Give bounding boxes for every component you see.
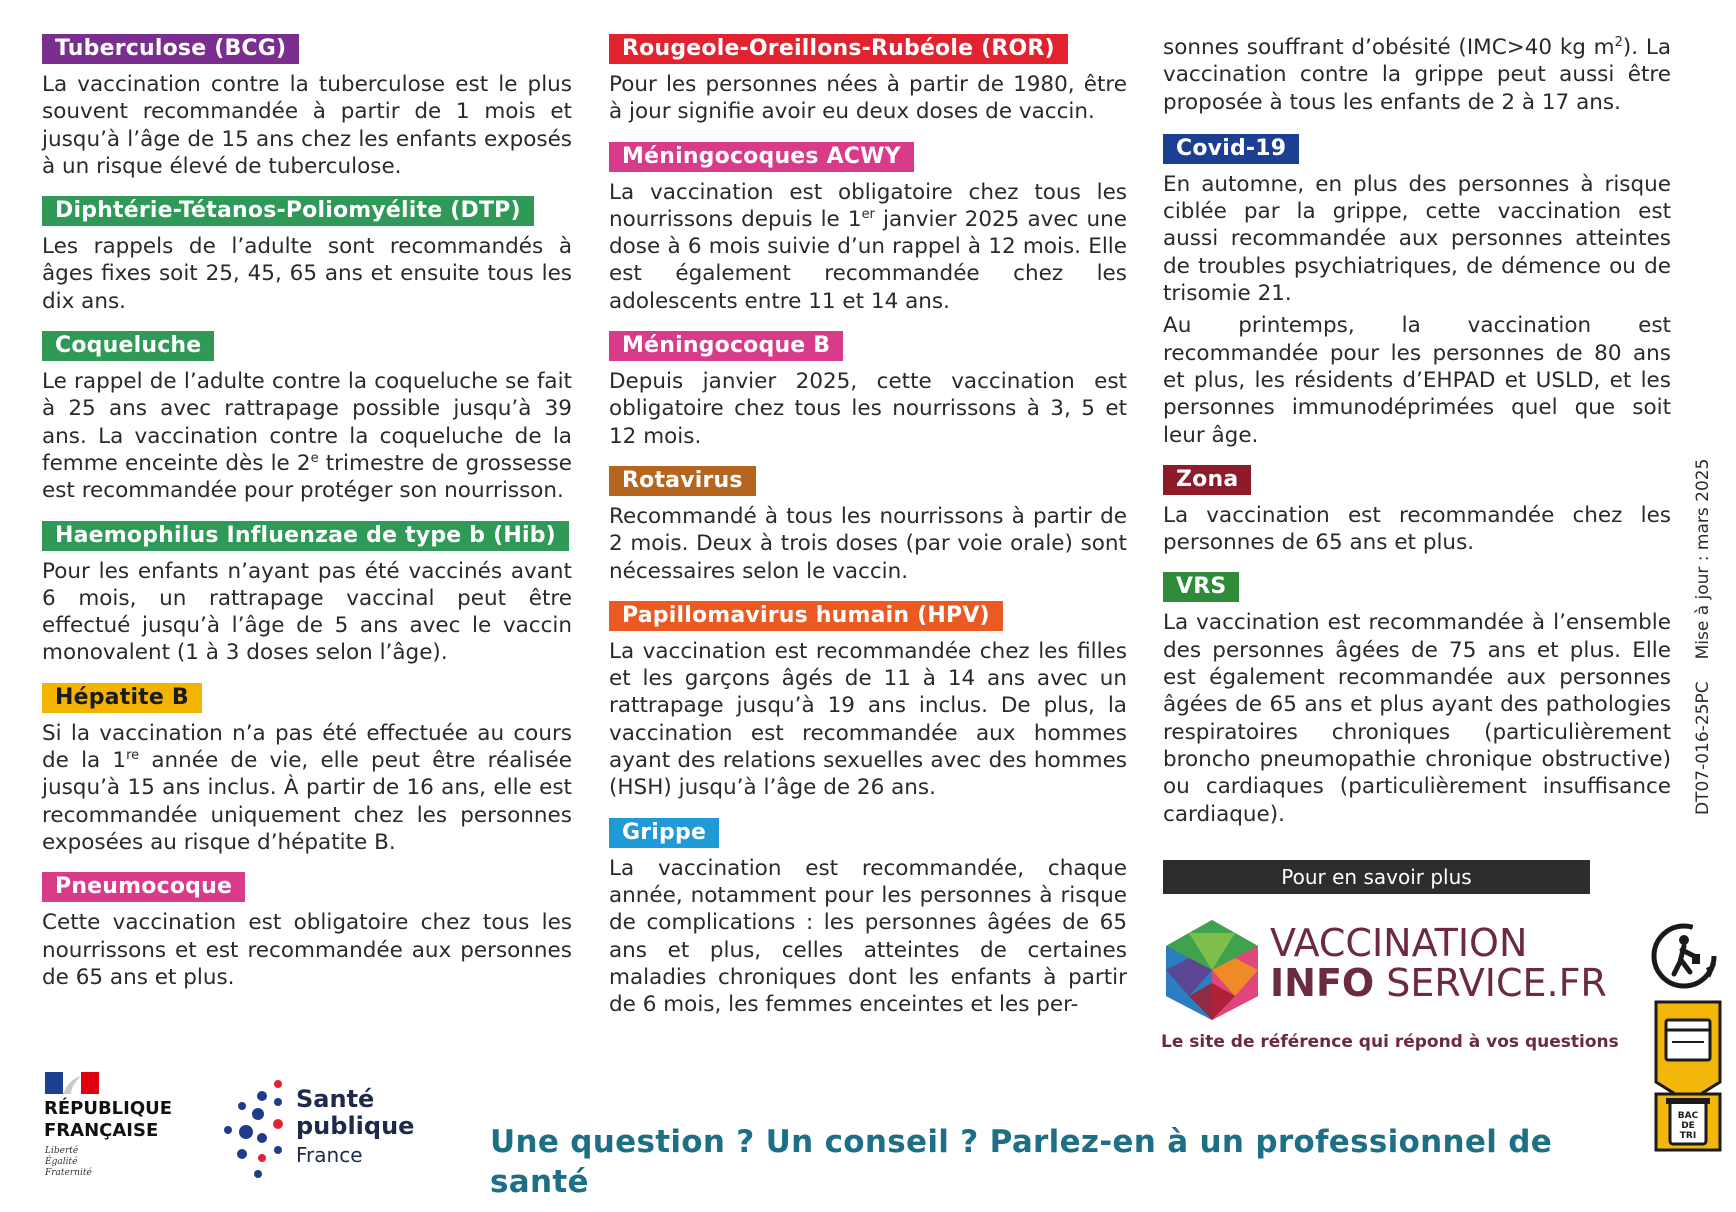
section-title-hib: Haemophilus Influenzae de type b (Hib)	[42, 521, 569, 551]
site-name-rest: SERVICE.FR	[1374, 961, 1607, 1005]
section-body-pneumocoque: Cette vaccination est obligatoire chez tous les nourrissons et est recommandée aux personnes de 65 ans et plus.	[42, 910, 572, 990]
sorting-bin-icon	[1652, 998, 1724, 1154]
section-title-zona: Zona	[1163, 465, 1251, 495]
column-2	[609, 34, 1127, 1034]
section-grippe	[609, 818, 1127, 1019]
site-name-line-1: VACCINATION	[1270, 921, 1528, 965]
update-date: Mise à jour : mars 2025	[1693, 458, 1713, 660]
superscript: er	[861, 206, 875, 222]
site-tagline: Le site de référence qui répond à vos questions	[1161, 1032, 1619, 1052]
section-pneumocoque	[42, 872, 572, 991]
document-reference: DT07-016-25PC	[1693, 681, 1713, 815]
sante-publique-france-dots-icon	[222, 1080, 302, 1178]
superscript: e	[310, 450, 319, 466]
site-name-line-2	[1270, 962, 1607, 1004]
section-dtp	[42, 196, 572, 315]
section-body-grippe: La vaccination est recommandée, chaque année, notamment pour les personnes à risque de complications : les personnes âgées de 65 ans et plus, celles atteintes de certaines maladies chroniques dont les enfants à partir de 6 mois, les femmes enceintes et les per-	[609, 855, 1127, 1018]
section-title-hepatite-b: Hépatite B	[42, 683, 202, 713]
section-title-coqueluche: Coqueluche	[42, 331, 214, 361]
spf-line-3: France	[296, 1143, 363, 1167]
section-meningocoques-acwy	[609, 142, 1127, 315]
text-run: sonnes souffrant d’obésité (IMC>40 kg m	[1163, 35, 1615, 60]
column-3	[1163, 34, 1671, 844]
side-reference-text	[1690, 415, 1716, 815]
section-body-covid-19-spring: Au printemps, la vaccination est recommandée pour les personnes de 80 ans et plus, les résidents d’EHPAD et USLD, et les personnes immunodéprimées quel que soit leur âge.	[1163, 313, 1671, 448]
section-body-hib: Pour les enfants n’ayant pas été vaccinés avant 6 mois, un rattrapage vaccinal peut être effectué jusqu’à l’âge de 5 ans avec le vaccin monovalent (1 à 3 doses selon l’âge).	[42, 558, 572, 666]
section-body-meningocoque-b: Depuis janvier 2025, cette vaccination est obligatoire chez tous les nourrissons à 3, 5 et 12 mois.	[609, 369, 1127, 449]
section-body-coqueluche	[42, 368, 572, 504]
section-title-dtp: Diphtérie-Tétanos-Poliomyélite (DTP)	[42, 196, 534, 226]
section-meningocoque-b	[609, 331, 1127, 450]
section-hpv	[609, 601, 1127, 802]
column-1	[42, 34, 572, 1007]
section-vrs	[1163, 572, 1671, 827]
text-run: Le rappel de l’adulte contre la coqueluche se fait à 25 ans avec rattrapage possible jusqu’à 39 ans. La vaccination contre la coqueluche de la femme enceinte dès le 2	[42, 369, 572, 476]
section-body-hepatite-b	[42, 720, 572, 856]
section-title-meningocoque-b: Méningocoque B	[609, 331, 843, 361]
section-title-meningocoques-acwy: Méningocoques ACWY	[609, 142, 914, 172]
spf-line-1: Santé	[296, 1085, 375, 1113]
section-title-covid-19: Covid-19	[1163, 134, 1299, 164]
marianne-flag-icon	[45, 1072, 99, 1094]
section-covid-19	[1163, 134, 1671, 449]
section-body-hpv: La vaccination est recommandée chez les filles et les garçons âgés de 11 à 14 ans avec un rattrapage jusqu’à 19 ans inclus. De plus, la vaccination est recommandée aux hommes ayant des relations sexuelles avec des hommes (HSH) jusqu’à l’âge de 26 ans.	[609, 638, 1127, 801]
section-body-rotavirus: Recommandé à tous les nourrissons à partir de 2 mois. Deux à trois doses (par voie orale) sont nécessaires selon le vaccin.	[609, 503, 1127, 584]
text-run: Si la vaccination n’a pas été effectuée au cours de la 1	[42, 720, 572, 774]
section-title-pneumocoque: Pneumocoque	[42, 872, 245, 902]
republique-line-2: FRANÇAISE	[44, 1120, 159, 1141]
section-body-tuberculose: La vaccination contre la tuberculose est le plus souvent recommandée à partir de 1 mois et jusqu’à l’âge de 15 ans chez les enfants exposés à un risque élevé de tuberculose.	[42, 72, 572, 179]
svg-text:BAC: BAC	[1677, 1111, 1699, 1121]
svg-text:DE: DE	[1681, 1121, 1695, 1131]
section-body-vrs: La vaccination est recommandée à l’ensemble des personnes âgées de 75 ans et plus. Elle est également recommandée aux personnes âgées de 65 ans et plus ayant des pathologies respiratoires chroniques (particulièrement broncho pneumopathie chronique obstructive) ou cardiaques (particulièrement insuffisance cardiaque).	[1163, 610, 1671, 827]
section-coqueluche	[42, 331, 572, 504]
more-info-banner: Pour en savoir plus	[1163, 860, 1590, 894]
section-body-ror: Pour les personnes nées à partir de 1980, être à jour signifie avoir eu deux doses de vaccin.	[609, 72, 1127, 125]
text-run: ). La vaccination contre la grippe peut aussi être proposée à tous les enfants de 2 à 17 ans.	[1163, 35, 1671, 115]
section-zona	[1163, 465, 1671, 557]
vaccination-info-service-logo-icon	[1162, 918, 1262, 1022]
section-body-covid-19: En automne, en plus des personnes à risque ciblée par la grippe, cette vaccination est aussi recommandée aux personnes atteintes de troubles psychiatriques, de démence ou de trisomie 21.	[1163, 171, 1671, 307]
svg-text:TRI: TRI	[1679, 1131, 1697, 1141]
republique-motto	[45, 1146, 92, 1179]
section-hib	[42, 521, 572, 667]
section-body-zona: La vaccination est recommandée chez les personnes de 65 ans et plus.	[1163, 502, 1671, 556]
text-run: année de vie, elle peut être réalisée jusqu’à 15 ans inclus. À partir de 16 ans, elle est recommandée uniquement chez les personnes exposées au risque d’hépatite B.	[42, 748, 572, 855]
republique-line-1: RÉPUBLIQUE	[44, 1098, 173, 1119]
footer-question: Une question ? Un conseil ? Parlez-en à un professionnel de santé	[490, 1124, 1553, 1200]
section-body-dtp: Les rappels de l’adulte sont recommandés à âges fixes soit 25, 45, 65 ans et ensuite tous les dix ans.	[42, 234, 572, 314]
section-title-vrs: VRS	[1163, 572, 1239, 602]
text-run: janvier 2025 avec une dose à 6 mois suivie d’un rappel à 12 mois. Elle est également recommandée chez les adolescents entre 11 et 14 ans.	[609, 206, 1127, 314]
section-title-tuberculose: Tuberculose (BCG)	[42, 34, 299, 64]
grippe-continued-text	[1163, 34, 1671, 116]
section-tuberculose	[42, 34, 572, 180]
site-name-bold: INFO	[1270, 961, 1375, 1005]
section-title-rotavirus: Rotavirus	[609, 466, 756, 496]
text-run: trimestre de grossesse est recommandée pour protéger son nourrisson.	[42, 450, 572, 504]
section-title-hpv: Papillomavirus humain (HPV)	[609, 601, 1003, 631]
recycling-person-icon	[1648, 920, 1720, 992]
text-run: La vaccination est obligatoire chez tous les nourrissons depuis le 1	[609, 179, 1127, 232]
spf-line-2: publique	[296, 1112, 415, 1140]
motto-liberte: Liberté	[45, 1146, 79, 1156]
section-title-grippe: Grippe	[609, 818, 719, 848]
section-title-ror: Rougeole-Oreillons-Rubéole (ROR)	[609, 34, 1068, 64]
superscript: 2	[1614, 34, 1623, 50]
section-ror	[609, 34, 1127, 126]
section-body-meningocoques-acwy	[609, 179, 1127, 315]
motto-egalite: Égalité	[45, 1157, 78, 1167]
motto-fraternite: Fraternité	[45, 1168, 92, 1178]
superscript: re	[126, 747, 140, 763]
section-hepatite-b	[42, 683, 572, 856]
section-rotavirus	[609, 466, 1127, 585]
